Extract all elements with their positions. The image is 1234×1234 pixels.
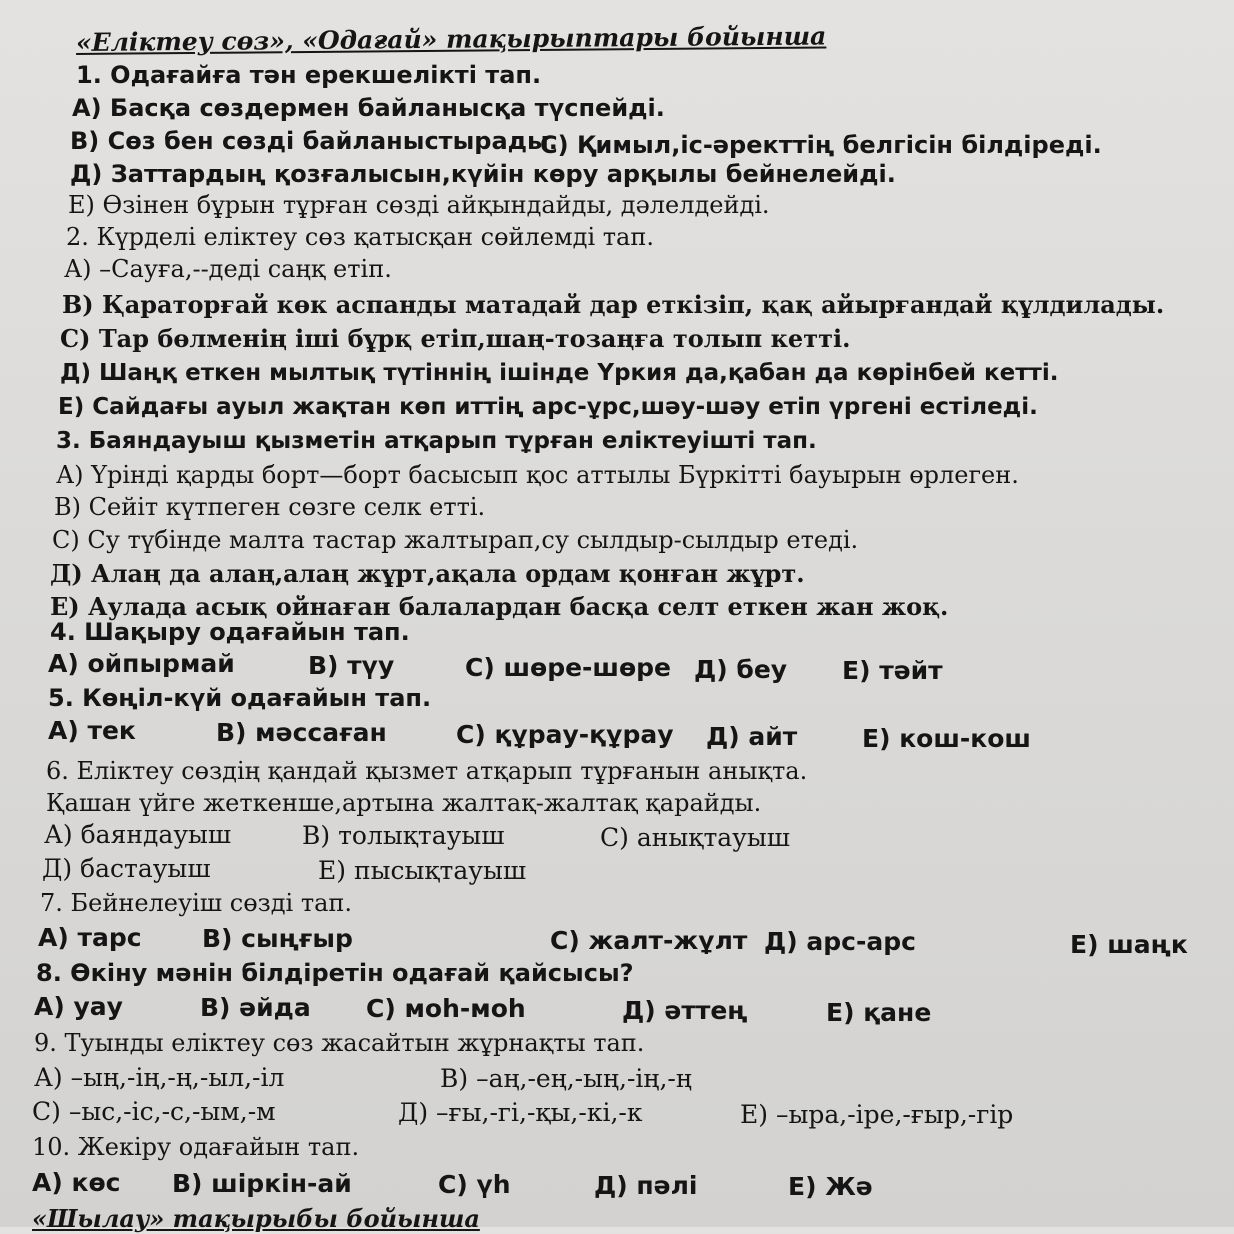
q2-option-c: С) Тар бөлменің іші бұрқ етіп,шаң-тозаңға толып кетті. — [60, 324, 851, 353]
question-6: 6. Еліктеу сөздің қандай қызмет атқарып тұрғанын анықта. — [46, 757, 808, 785]
q9-option-d: Д) –ғы,-гі,-қы,-кі,-к — [398, 1098, 643, 1127]
q8-option-a: А) уау — [34, 992, 123, 1021]
q7-option-d: Д) арс-арс — [764, 927, 916, 956]
q2-option-a: А) –Сауға,--деді саңқ етіп. — [64, 255, 392, 283]
q5-option-b: В) мәссаған — [216, 718, 387, 747]
q5-option-a: А) тек — [48, 716, 136, 745]
q5-option-c: С) құрау-құрау — [456, 720, 674, 749]
q1-option-c: С) Қимыл,іс-әректтің белгісін білдіреді. — [540, 131, 1102, 159]
q3-option-e: Е) Аулада асық ойнаған балалардан басқа селт еткен жан жоқ. — [50, 592, 949, 621]
q8-option-c: С) моһ-моһ — [366, 994, 526, 1023]
question-9: 9. Туынды еліктеу сөз жасайтын жұрнақты тап. — [34, 1029, 645, 1057]
q10-option-d: Д) пәлі — [594, 1171, 698, 1200]
q2-option-d: Д) Шаңқ еткен мылтық түтіннің ішінде Үркия да,қабан да көрінбей кетті. — [60, 360, 1059, 386]
q2-option-e: Е) Сайдағы ауыл жақтан көп иттің арс-ұрс,шәу-шәу етіп үргені естіледі. — [58, 394, 1038, 420]
q10-option-c: С) үһ — [438, 1170, 511, 1199]
q3-option-d: Д) Алаң да алаң,алаң жұрт,ақала ордам қонған жұрт. — [50, 559, 805, 588]
q3-option-c: С) Су түбінде малта тастар жалтырап,су сылдыр-сылдыр етеді. — [52, 526, 859, 554]
q6-option-e: Е) пысықтауыш — [318, 856, 527, 885]
q8-option-d: Д) әттең — [622, 996, 748, 1025]
page-heading: «Еліктеу сөз», «Одағай» тақырыптары бойынша — [75, 21, 827, 57]
q4-option-d: Д) беу — [694, 655, 788, 684]
q4-option-c: С) шөре-шөре — [465, 653, 672, 682]
q7-option-a: А) тарс — [38, 923, 142, 952]
q1-option-b: В) Сөз бен сөзді байланыстырады. — [70, 127, 558, 155]
q6-option-d: Д) бастауыш — [42, 854, 211, 883]
q6-option-a: А) баяндауыш — [44, 820, 232, 849]
q5-option-d: Д) айт — [706, 722, 798, 751]
q10-option-a: А) көс — [32, 1168, 121, 1197]
q7-option-e: Е) шаңк — [1070, 930, 1188, 959]
question-5: 5. Көңіл-күй одағайын тап. — [48, 684, 432, 712]
q9-option-a: А) –ың,-ің,-ң,-ыл,-іл — [34, 1063, 285, 1092]
q6-option-c: С) анықтауыш — [600, 823, 791, 852]
question-10: 10. Жекіру одағайын тап. — [32, 1133, 360, 1161]
q10-option-b: В) шіркін-ай — [172, 1169, 352, 1198]
q7-option-c: С) жалт-жұлт — [550, 926, 748, 955]
q9-option-e: Е) –ыра,-іре,-ғыр,-гір — [740, 1100, 1014, 1129]
q4-option-e: Е) тәйт — [842, 656, 943, 685]
q1-option-a: А) Басқа сөздермен байланысқа түспейді. — [72, 94, 665, 122]
q4-option-a: А) ойпырмай — [48, 649, 235, 678]
question-3: 3. Баяндауыш қызметін атқарып тұрған еліктеуішті тап. — [56, 428, 817, 454]
q4-option-b: В) түу — [308, 651, 395, 680]
q8-option-e: Е) қане — [826, 998, 932, 1027]
q6-sentence: Қашан үйге жеткенше,артына жалтақ-жалтақ қарайды. — [46, 789, 762, 817]
q3-option-b: В) Сейіт күтпеген сөзге селк етті. — [54, 493, 486, 521]
question-1: 1. Одағайға тән ерекшелікті тап. — [76, 61, 542, 89]
q1-option-e: Е) Өзінен бұрын тұрған сөзді айқындайды, дәлелдейді. — [68, 191, 770, 219]
question-4: 4. Шақыру одағайын тап. — [50, 618, 410, 646]
q9-option-c: С) –ыс,-іс,-с,-ым,-м — [32, 1097, 276, 1126]
q10-option-e: Е) Жә — [788, 1172, 873, 1201]
question-7: 7. Бейнелеуіш сөзді тап. — [40, 889, 353, 917]
section-heading-bottom: «Шылау» тақырыбы бойынша — [32, 1204, 480, 1233]
q9-option-b: В) –аң,-ең,-ың,-ің,-ң — [440, 1064, 692, 1093]
q7-option-b: В) сыңғыр — [202, 924, 353, 953]
question-2: 2. Күрделі еліктеу сөз қатысқан сөйлемді тап. — [66, 223, 654, 251]
q2-option-b: В) Қараторғай көк аспанды матадай дар еткізіп, қақ айырғандай құлдилады. — [62, 290, 1165, 319]
question-8: 8. Өкіну мәнін білдіретін одағай қайсысы? — [36, 959, 634, 987]
q6-option-b: В) толықтауыш — [302, 821, 505, 850]
q1-option-d: Д) Заттардың қозғалысын,күйін көру арқылы бейнелейді. — [70, 160, 896, 188]
q3-option-a: А) Үрінді қарды борт—борт басысып қос аттылы Бүркітті бауырын өрлеген. — [56, 461, 1019, 489]
q5-option-e: Е) кош-кош — [862, 724, 1031, 753]
q8-option-b: В) әйда — [200, 993, 311, 1022]
